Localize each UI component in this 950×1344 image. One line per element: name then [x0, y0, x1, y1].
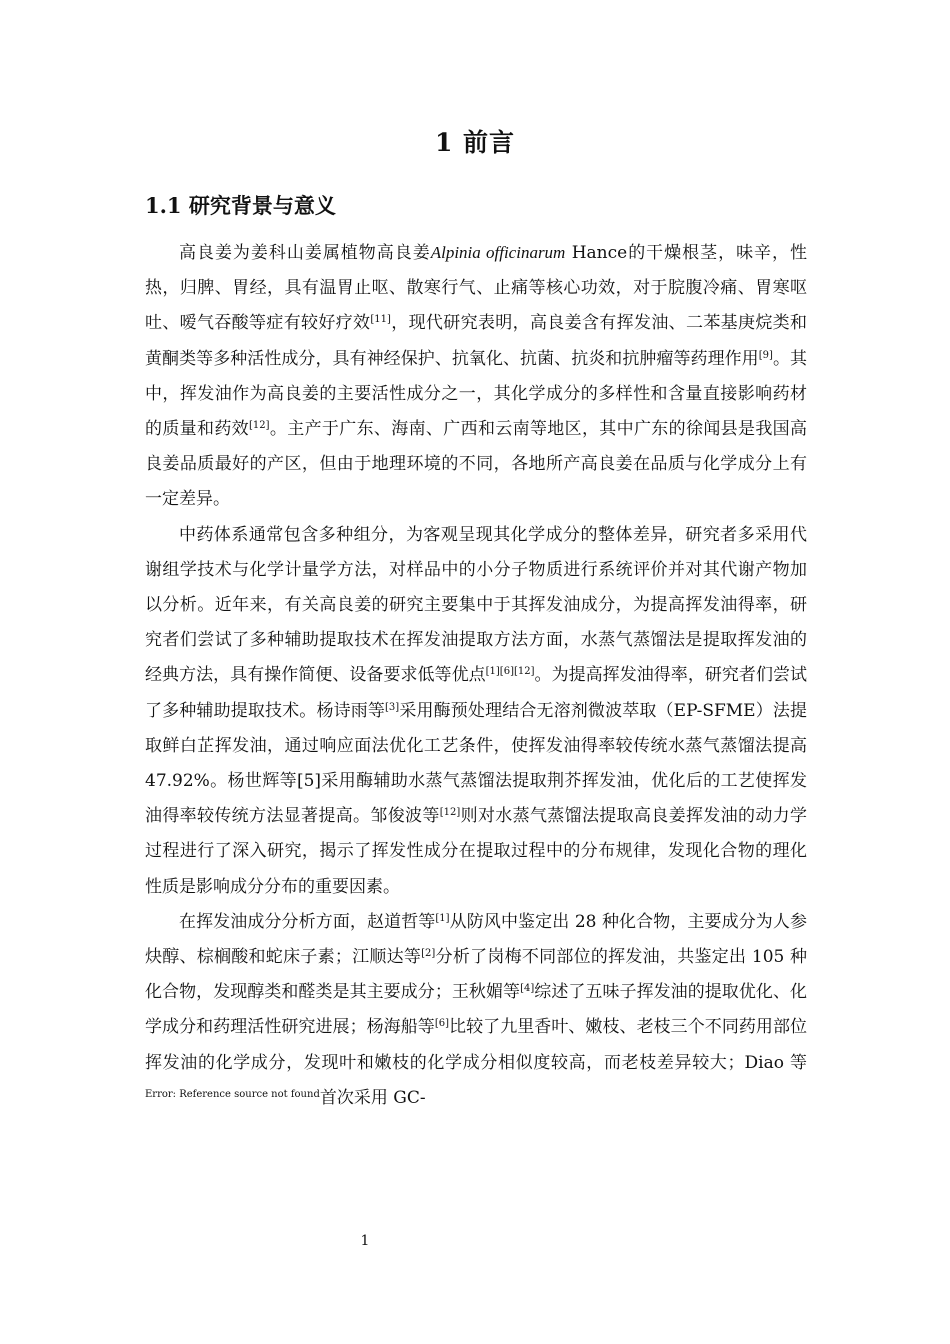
text-run: 首次采用 GC-	[319, 1087, 426, 1108]
paragraph-3	[145, 905, 807, 1116]
page-number: 1	[360, 1233, 370, 1249]
citation: [12]	[439, 807, 461, 819]
citation: [11]	[370, 314, 391, 326]
citation-error: Error: Reference source not found	[145, 1088, 320, 1100]
citation: [4]	[520, 983, 535, 995]
citation: [12]	[249, 420, 270, 432]
citation: [1][6][12]	[485, 666, 535, 678]
text-run: 。其中，挥发油作为高良姜的主要活性成分之一，其化学成分的多样性和含量直接影响药材的质量和药效	[145, 348, 808, 440]
text-run: 从防风中鉴定出 28 种化合物，主要成分为人参炔醇、棕榈酸和蛇床子素；江顺达等	[145, 911, 807, 968]
latin-name: Alpinia officinarum	[430, 243, 566, 262]
text-run: 采用酶预处理结合无溶剂微波萃取（EP-SFME）法提取鲜白芷挥发油，通过响应面法优化工艺条件，使挥发油得率较传统水蒸气蒸馏法提高 47.92%。杨世辉等[5]采用酶辅助水蒸气蒸馏法提取荆芥挥发油，优化后的工艺使挥发油得率较传统方法显著提高。邹俊波等	[145, 700, 808, 827]
section-title: 1.1 研究背景与意义	[145, 193, 336, 218]
text-run: 。主产于广东、海南、广西和云南等地区，其中广东的徐闻县是我国高良姜品质最好的产区，但由于地理环境的不同，各地所产高良姜在品质与化学成分上有一定差异。	[145, 419, 808, 510]
citation: [9]	[758, 349, 773, 361]
text-run: 比较了九里香叶、嫩枝、老枝三个不同药用部位挥发油的化学成分，发现叶和嫩枝的化学成分相似度较高，而老枝差异较大；Diao 等	[145, 1017, 808, 1073]
text-run: 中药体系通常包含多种组分，为客观呈现其化学成分的整体差异，研究者多采用代谢组学技术与化学计量学方法，对样品中的小分子物质进行系统评价并对其代谢产物加以分析。近年来，有关高良姜的研究主要集中于其挥发油成分，为提高挥发油得率，研究者们尝试了多种辅助提取技术在挥发油提取方法方面，水蒸气蒸馏法是提取挥发油的经典方法，具有操作简便、设备要求低等优点	[145, 524, 807, 686]
text-run: 在挥发油成分分析方面，赵道哲等	[179, 911, 436, 932]
text-run: 则对水蒸气蒸馏法提取高良姜挥发油的动力学过程进行了深入研究，揭示了挥发性成分在提取过程中的分布规律，发现化合物的理化性质是影响成分分布的重要因素。	[145, 806, 808, 897]
text-run: 分析了岗梅不同部位的挥发油，共鉴定出 105 种化合物，发现醇类和醛类是其主要成分；王秋媚等	[145, 947, 807, 1003]
text-run: 。为提高挥发油得率，研究者们尝试了多种辅助提取技术。杨诗雨等	[145, 665, 808, 721]
citation: [2]	[421, 948, 436, 960]
citation: [3]	[385, 701, 400, 713]
citation: [1]	[435, 912, 450, 924]
chapter-title: 1 前言	[434, 128, 516, 157]
paragraph-1	[145, 235, 807, 518]
paragraph-2	[145, 518, 807, 905]
body-text	[145, 235, 807, 1116]
text-run: 高良姜为姜科山姜属植物高良姜	[179, 243, 431, 263]
text-run: 综述了五味子挥发油的提取优化、化学成分和药理活性研究进展；杨海船等	[145, 982, 808, 1038]
text-run: Hance的干燥根茎，味辛，性热，归脾、胃经，具有温胃止呕、散寒行气、止痛等核心功效，对于脘腹冷痛、胃寒呕吐、嗳气吞酸等症有较好疗效	[145, 243, 808, 334]
text-run: ，现代研究表明，高良姜含有挥发油、二苯基庚烷类和黄酮类等多种活性成分，具有神经保护、抗氧化、抗菌、抗炎和抗肿瘤等药理作用	[145, 313, 808, 369]
citation: [6]	[434, 1018, 449, 1030]
